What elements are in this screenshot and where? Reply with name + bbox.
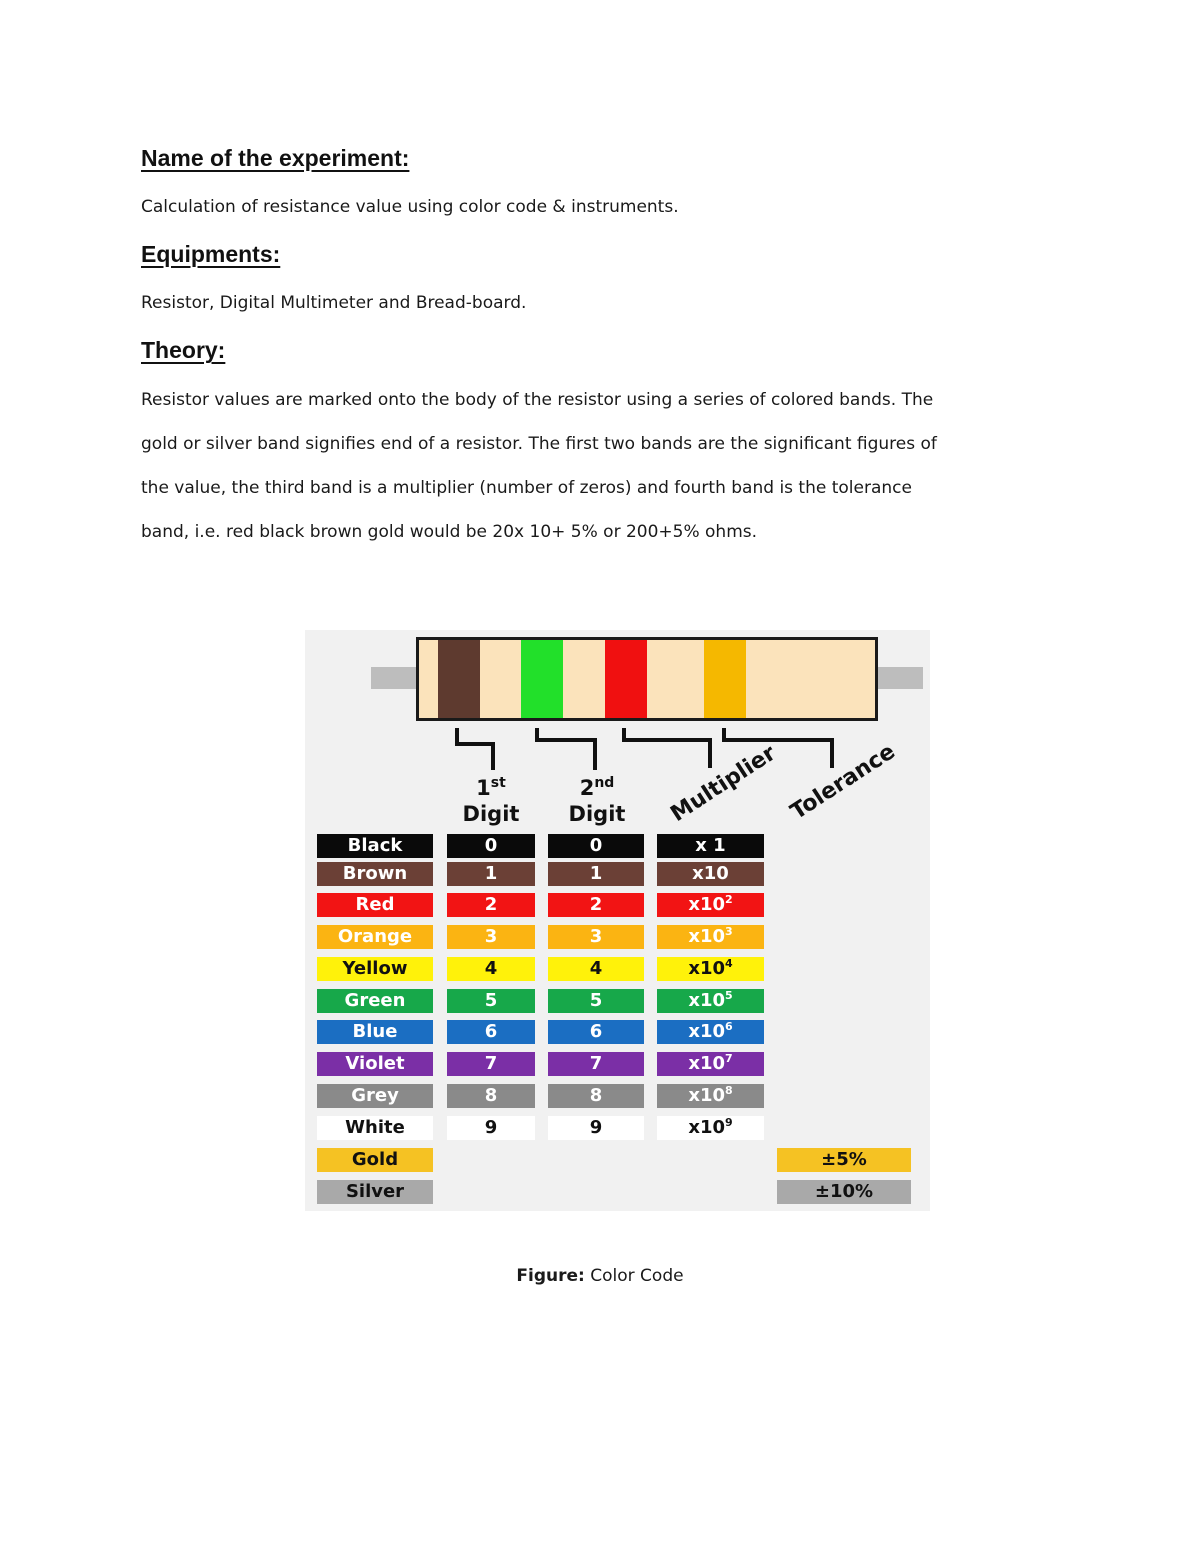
digit1-cell: 2 xyxy=(447,893,535,917)
experiment-heading: Name of the experiment: xyxy=(141,145,410,171)
color-name-cell: Red xyxy=(317,893,433,917)
tolerance-cell: ±5% xyxy=(777,1148,911,1172)
equipments-text: Resistor, Digital Multimeter and Bread-board. xyxy=(141,293,527,313)
digit1-cell: 5 xyxy=(447,989,535,1013)
color-name-cell: Grey xyxy=(317,1084,433,1108)
theory-line: gold or silver band signifies end of a resistor. The first two bands are the significant figures of xyxy=(141,434,937,454)
digit2-cell: 3 xyxy=(548,925,644,949)
color-name-cell: Brown xyxy=(317,862,433,886)
equipments-heading: Equipments: xyxy=(141,241,281,267)
resistor-band-4 xyxy=(704,640,746,718)
multiplier-cell: x 1 xyxy=(657,834,764,858)
digit2-cell: 4 xyxy=(548,957,644,981)
color-name-cell: Black xyxy=(317,834,433,858)
digit1-head: Digit xyxy=(462,802,520,826)
multiplier-cell: $x10^3$ xyxy=(657,925,764,949)
caption-label: Figure: xyxy=(516,1266,585,1286)
theory-line: Resistor values are marked onto the body of the resistor using a series of colored bands. The xyxy=(141,390,934,410)
digit2-head: Digit xyxy=(568,802,626,826)
digit1-cell: 8 xyxy=(447,1084,535,1108)
resistor-band-2 xyxy=(521,640,563,718)
multiplier-head: Multiplier xyxy=(666,740,781,827)
tolerance-cell: ±10% xyxy=(777,1180,911,1204)
bracket-multiplier-b xyxy=(708,738,712,768)
theory-line: the value, the third band is a multiplier (number of zeros) and fourth band is the tolerance xyxy=(141,478,912,498)
digit2-cell: 1 xyxy=(548,862,644,886)
theory-line: band, i.e. red black brown gold would be 20x 10+ 5% or 200+5% ohms. xyxy=(141,522,758,542)
digit2-cell: 6 xyxy=(548,1020,644,1044)
color-name-cell: Blue xyxy=(317,1020,433,1044)
experiment-text: Calculation of resistance value using color code & instruments. xyxy=(141,197,679,217)
resistor-body xyxy=(416,637,878,721)
multiplier-cell: $x10^6$ xyxy=(657,1020,764,1044)
digit2-cell: 9 xyxy=(548,1116,644,1140)
digit1-ordinal: 1st xyxy=(476,775,506,800)
digit1-cell: 4 xyxy=(447,957,535,981)
theory-paragraph xyxy=(141,386,981,562)
digit1-cell: 6 xyxy=(447,1020,535,1044)
digit2-cell: 5 xyxy=(548,989,644,1013)
bracket-tolerance-a xyxy=(722,728,834,742)
multiplier-cell: $x10^2$ xyxy=(657,893,764,917)
caption-text: Color Code xyxy=(590,1266,684,1286)
resistor-lead-left xyxy=(371,667,419,689)
multiplier-cell: $x10^7$ xyxy=(657,1052,764,1076)
digit2-ordinal: 2nd xyxy=(579,775,615,800)
multiplier-cell: x10 xyxy=(657,862,764,886)
digit2-cell: 0 xyxy=(548,834,644,858)
multiplier-cell: $x10^5$ xyxy=(657,989,764,1013)
figure-caption xyxy=(0,1266,1200,1286)
theory-heading: Theory: xyxy=(141,337,226,363)
digit1-cell: 9 xyxy=(447,1116,535,1140)
color-name-cell: Green xyxy=(317,989,433,1013)
color-name-cell: Yellow xyxy=(317,957,433,981)
digit1-cell: 1 xyxy=(447,862,535,886)
resistor-band-3 xyxy=(605,640,647,718)
digit2-cell: 8 xyxy=(548,1084,644,1108)
digit2-cell: 7 xyxy=(548,1052,644,1076)
digit2-cell: 2 xyxy=(548,893,644,917)
digit1-cell: 0 xyxy=(447,834,535,858)
bracket-digit1-a xyxy=(455,728,495,746)
resistor-band-1 xyxy=(438,640,480,718)
color-name-cell: Silver xyxy=(317,1180,433,1204)
color-name-cell: Orange xyxy=(317,925,433,949)
color-name-cell: White xyxy=(317,1116,433,1140)
color-name-cell: Gold xyxy=(317,1148,433,1172)
resistor-lead-right xyxy=(878,667,923,689)
multiplier-cell: $x10^9$ xyxy=(657,1116,764,1140)
bracket-tolerance-b xyxy=(830,738,834,768)
multiplier-cell: $x10^8$ xyxy=(657,1084,764,1108)
multiplier-cell: $x10^4$ xyxy=(657,957,764,981)
bracket-digit1-b xyxy=(491,742,495,770)
color-name-cell: Violet xyxy=(317,1052,433,1076)
bracket-digit2-a xyxy=(535,728,597,742)
tolerance-head: Tolerance xyxy=(786,739,900,825)
bracket-digit2-b xyxy=(593,738,597,770)
bracket-multiplier-a xyxy=(622,728,712,742)
digit1-cell: 3 xyxy=(447,925,535,949)
digit1-cell: 7 xyxy=(447,1052,535,1076)
